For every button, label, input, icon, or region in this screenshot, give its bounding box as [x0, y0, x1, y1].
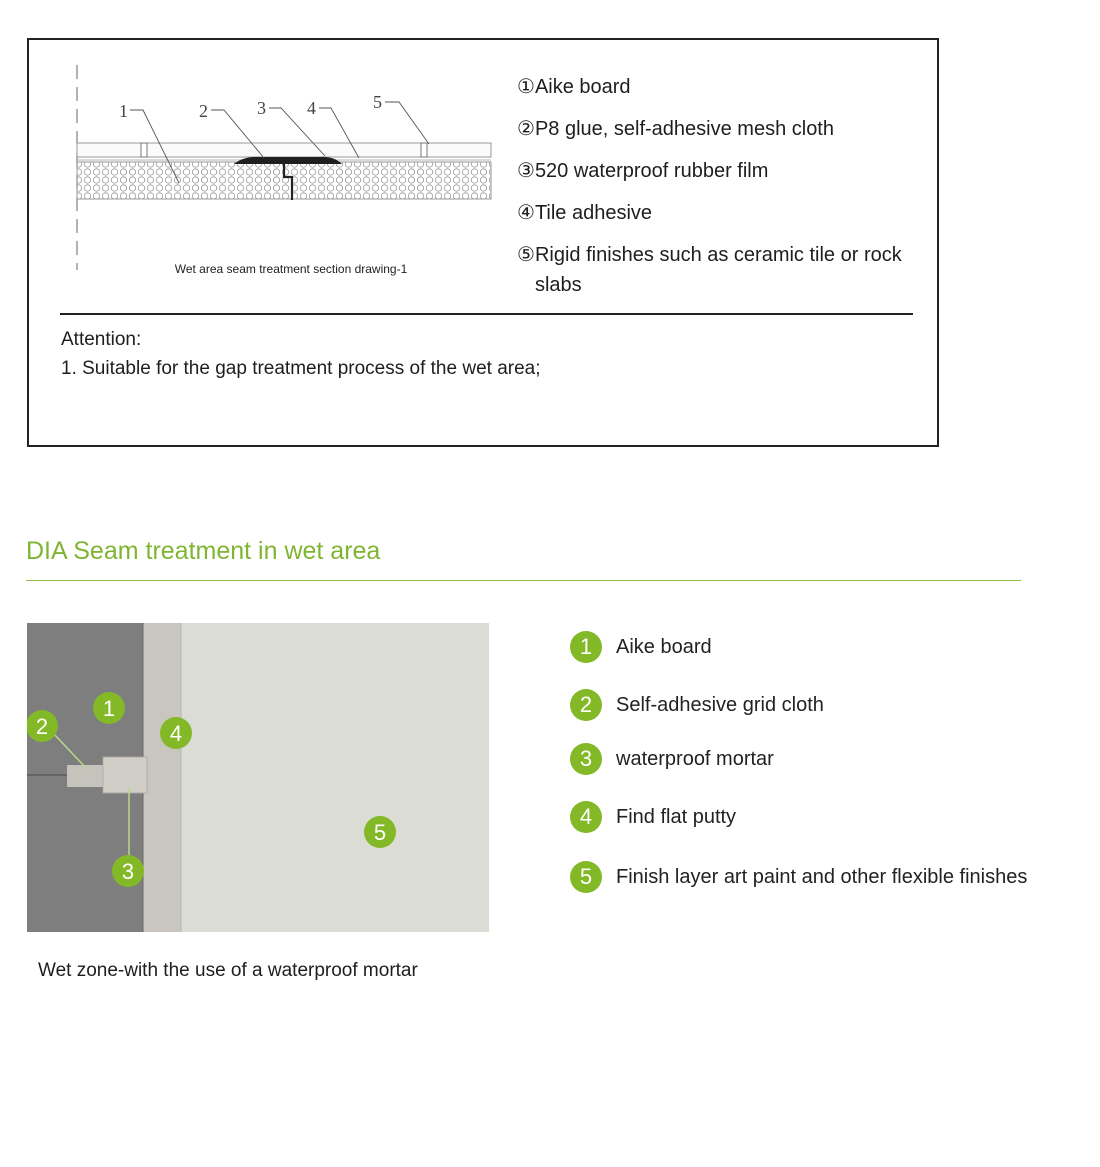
legend-text: Rigid finishes such as ceramic tile or rock slabs	[534, 244, 902, 296]
drawing-label-2: 2	[199, 101, 208, 121]
drawing-label-3: 3	[257, 98, 266, 118]
attention-item: 1. Suitable for the gap treatment process of the wet area;	[61, 358, 541, 379]
section-drawing-box	[27, 38, 939, 447]
legend-text: waterproof mortar	[616, 747, 774, 770]
drawing-legend	[517, 72, 917, 312]
legend-item	[517, 240, 917, 300]
attention-title: Attention:	[61, 329, 142, 350]
drawing-label-1: 1	[119, 101, 128, 121]
seam-treatment-svg	[27, 623, 489, 932]
legend-item	[570, 743, 774, 775]
legend-item	[517, 198, 917, 228]
legend-badge: 4	[570, 801, 602, 833]
marker-2-number: 2	[35, 714, 49, 739]
spacer-right	[421, 143, 427, 157]
legend-badge: 5	[570, 861, 602, 893]
waterproof-mortar	[103, 757, 147, 793]
legend-number: ⑤	[517, 244, 535, 266]
legend-text: Aike board	[534, 76, 631, 98]
section-title-rule	[26, 580, 1021, 581]
legend-item	[517, 114, 917, 144]
spacer-left	[141, 143, 147, 157]
drawing-label-5: 5	[373, 92, 382, 112]
legend-number: ②	[517, 118, 535, 140]
legend-badge: 3	[570, 743, 602, 775]
finish-layer	[181, 623, 489, 932]
legend-item	[570, 801, 736, 833]
legend-item	[517, 72, 917, 102]
legend-item	[570, 631, 712, 663]
drawing-caption: Wet area seam treatment section drawing-1	[174, 262, 408, 276]
legend-number: ④	[517, 202, 535, 224]
legend-item	[517, 156, 917, 186]
legend-item	[570, 861, 1027, 893]
legend-text: Self-adhesive grid cloth	[616, 693, 824, 716]
legend-text: P8 glue, self-adhesive mesh cloth	[534, 118, 834, 140]
legend-item	[570, 689, 824, 721]
legend-text: Finish layer art paint and other flexible finishes	[616, 865, 1028, 888]
grid-cloth	[67, 765, 103, 787]
section-divider	[60, 313, 913, 315]
leader-5	[385, 102, 429, 144]
putty-layer	[143, 623, 181, 932]
legend-text: 520 waterproof rubber film	[534, 160, 769, 182]
marker-1-number: 1	[102, 696, 116, 721]
rubber-film	[234, 157, 342, 164]
legend-number: ③	[517, 160, 535, 182]
legend-text: Aike board	[616, 635, 712, 658]
drawing-label-4: 4	[307, 98, 316, 118]
marker-3-number: 3	[121, 859, 135, 884]
legend-badge: 2	[570, 689, 602, 721]
legend-badge: 1	[570, 631, 602, 663]
legend-text: Find flat putty	[616, 805, 737, 828]
section-title: DIA Seam treatment in wet area	[26, 537, 381, 565]
tile-layer	[77, 143, 491, 157]
attention-note	[61, 325, 541, 383]
marker-5-number: 5	[373, 820, 387, 845]
seam-treatment-diagram	[27, 623, 489, 932]
diagram-caption: Wet zone-with the use of a waterproof mortar	[38, 960, 418, 981]
legend-text: Tile adhesive	[534, 202, 653, 224]
legend-number: ①	[517, 76, 535, 98]
marker-4-number: 4	[169, 721, 183, 746]
wet-area-section-drawing	[29, 40, 509, 315]
section-drawing-svg	[29, 40, 509, 280]
